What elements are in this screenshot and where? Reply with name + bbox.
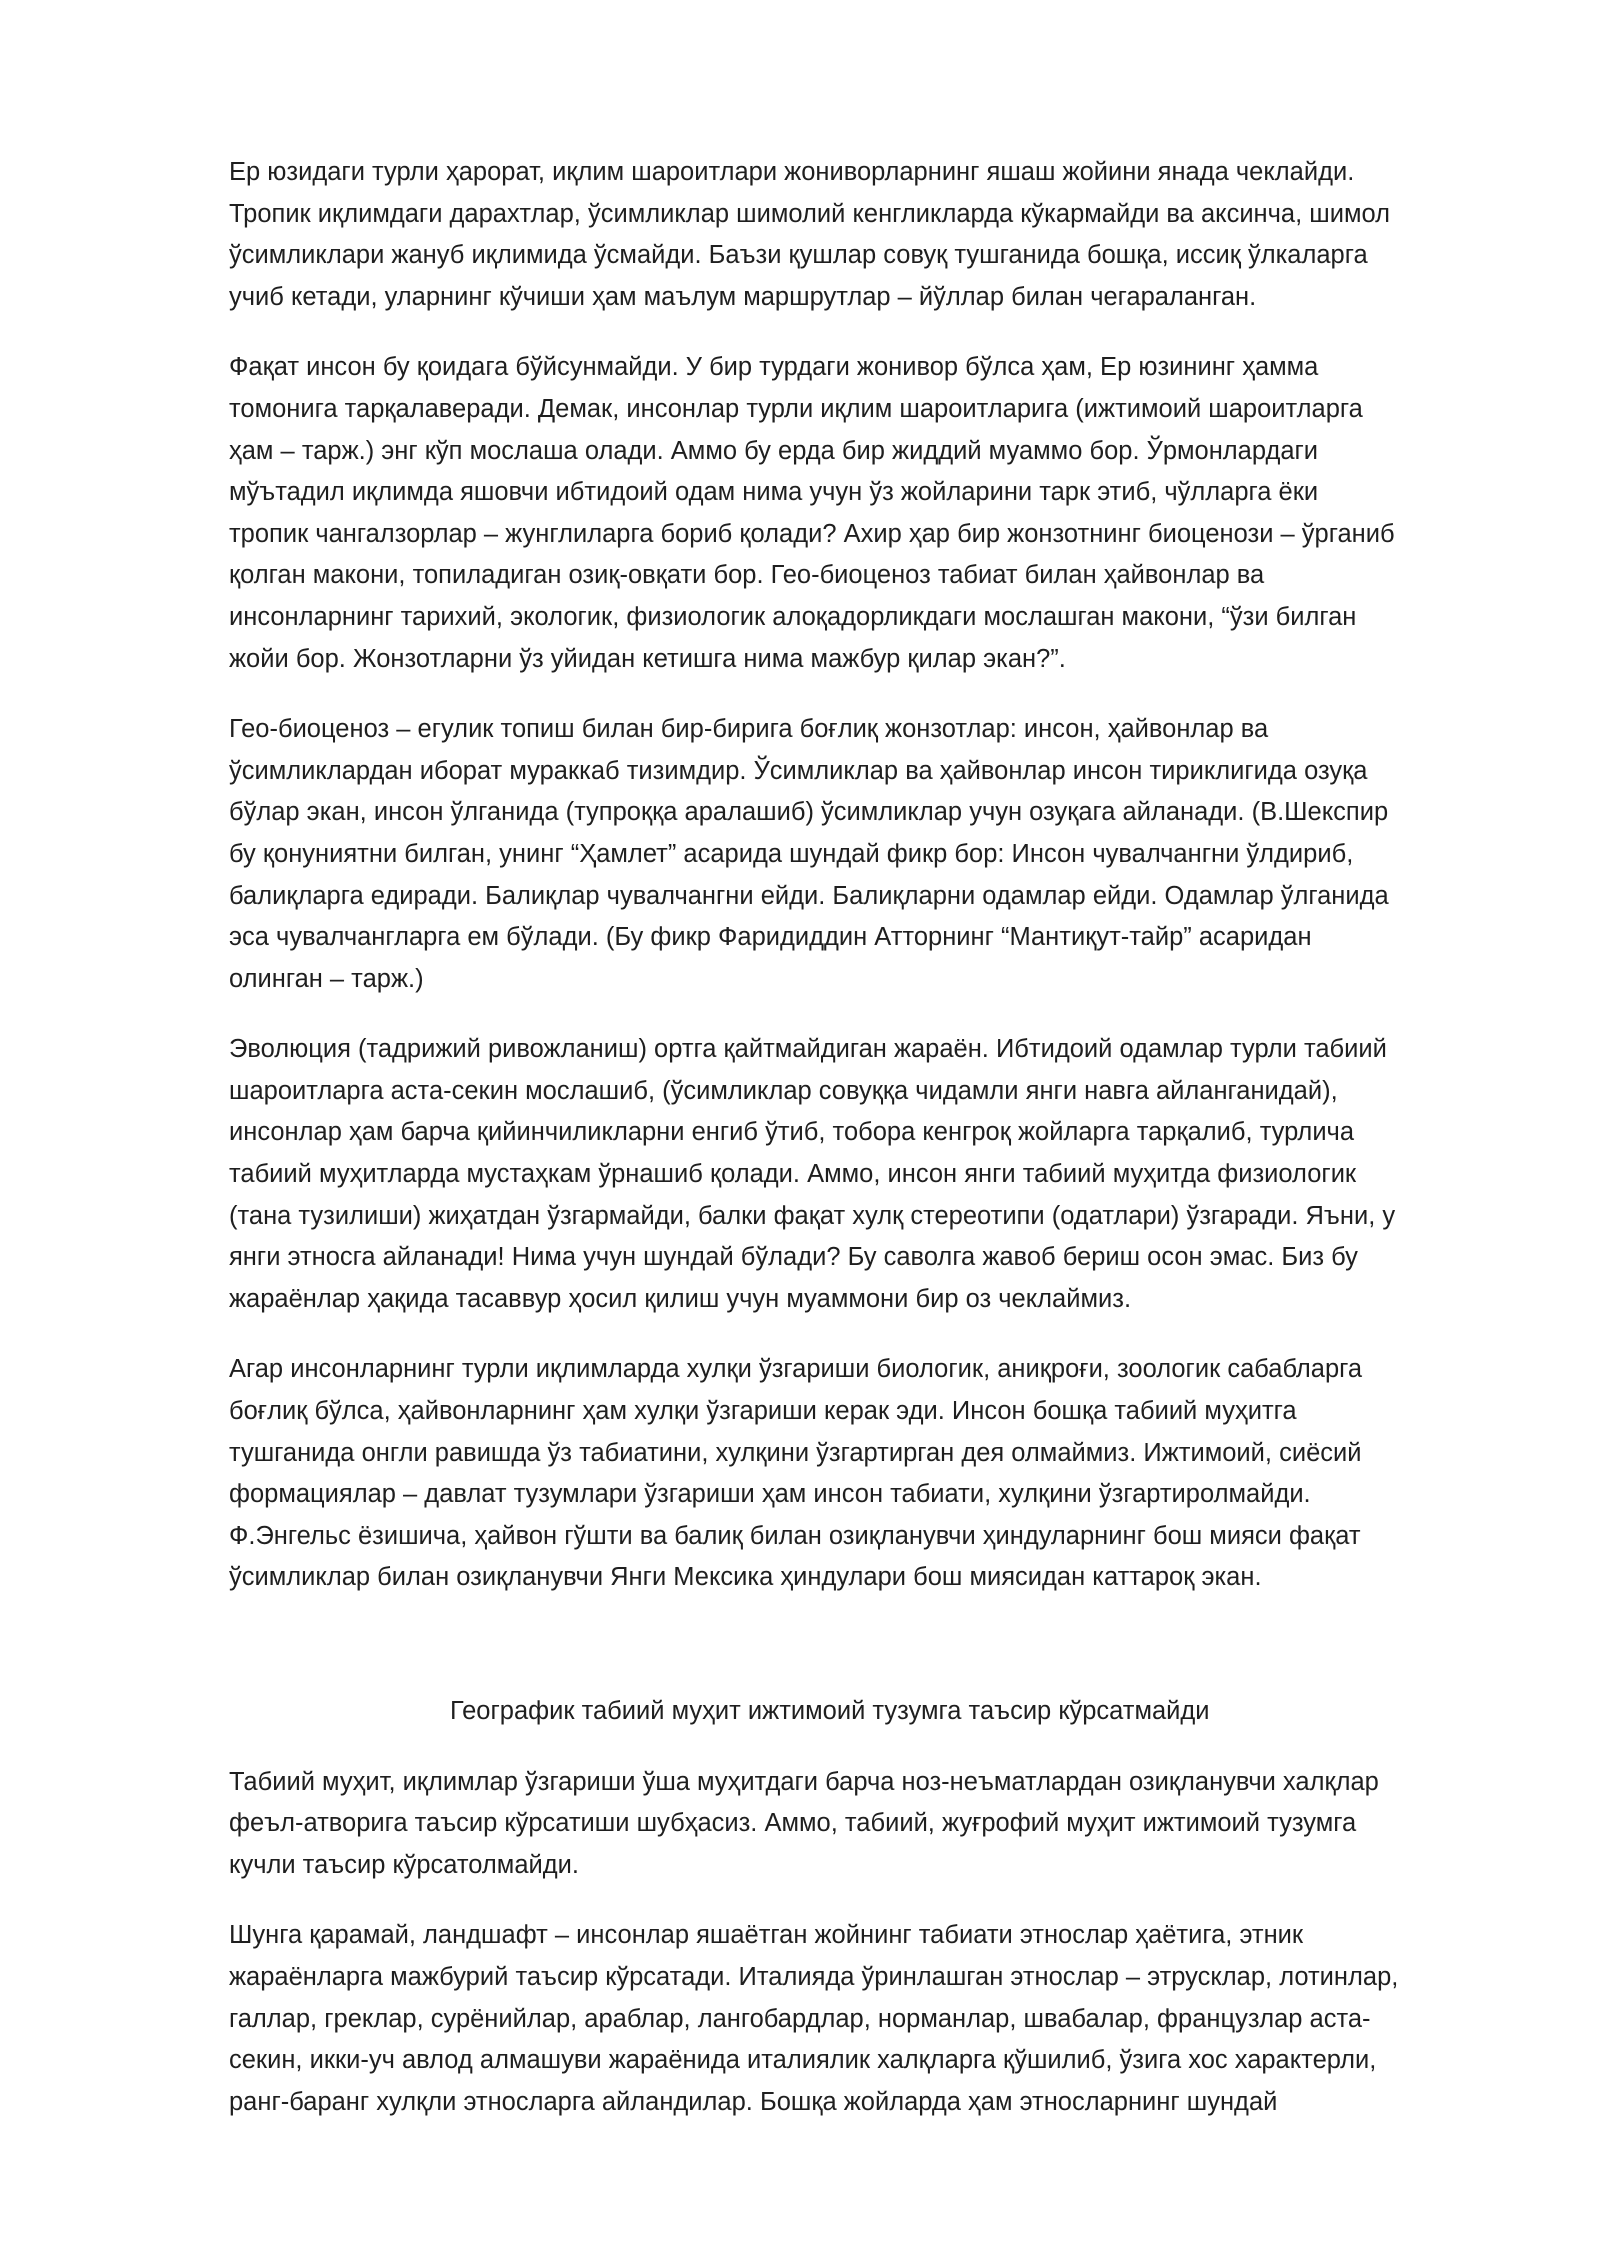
paragraph: Табиий муҳит, иқлимлар ўзгариши ўша муҳитдаги барча ноз-неъматлардан озиқланувчи халқлар феъл-атворига таъсир кўрсатиши шубҳасиз. Аммо, табиий, жуғрофий муҳит ижтимоий тузумга кучли таъсир кўрсатолмайди. bbox=[229, 1767, 1379, 1879]
paragraph: Фақат инсон бу қоидага бўйсунмайди. У бир турдаги жонивор бўлса ҳам, Ер юзининг ҳамма томонига тарқалаверади. Демак, инсонлар турли иқлим шароитларига (ижтимоий шароитларга ҳам – тарж.) энг кўп мослаша олади. Аммо бу ерда бир жиддий муаммо бор. Ўрмонлардаги мўътадил иқлимда яшовчи ибтидоий одам нима учун ўз жойларини тарк этиб, чўлларга ёки тропик чангалзорлар – жунглиларга бориб қолади? Ахир ҳар бир жонзотнинг биоценози – ўрганиб қолган макони, топиладиган озиқ-овқати бор. Гео-биоценоз табиат билан ҳайвонлар ва инсонларнинг тарихий, экологик, физиологик алоқадорликдаги мослашган макони, “ўзи билган жойи бор. Жонзотларни ўз уйидан кетишга нима мажбур қилар экан?”. bbox=[229, 353, 1395, 673]
paragraph: Шунга қарамай, ландшафт – инсонлар яшаётган жойнинг табиати этнослар ҳаётига, этник жараёнларга мажбурий таъсир кўрсатади. Италияда ўринлашган этнослар – этрусклар, лотинлар, галлар, греклар, сурёнийлар, араблар, лангобардлар, норманлар, швабалар, французлар аста- секин, икки-уч авлод алмашуви жараёнида италиялик халқларга қўшилиб, ўзига хос характерли, ранг-баранг хулқли этносларга айландилар. Бошқа жойларда ҳам этносларнинг шундай bbox=[229, 1921, 1399, 2116]
section-heading: Географик табиий муҳит ижтимоий тузумга таъсир кўрсатмайди bbox=[450, 1697, 1210, 1725]
paragraph: Агар инсонларнинг турли иқлимларда хулқи ўзгариши биологик, аниқроғи, зоологик сабабларга боғлиқ бўлса, ҳайвонларнинг ҳам хулқи ўзгариши керак эди. Инсон бошқа табиий муҳитга тушганида онгли равишда ўз табиатини, хулқини ўзгартирган дея олмаймиз. Ижтимоий, сиёсий формациялар – давлат тузумлари ўзгариши ҳам инсон табиати, хулқини ўзгартиролмайди. Ф.Энгельс ёзишича, ҳайвон гўшти ва балиқ билан озиқланувчи ҳиндуларнинг бош мияси фақат ўсимликлар билан озиқланувчи Янги Мексика ҳиндулари бош миясидан каттароқ экан. bbox=[229, 1355, 1363, 1592]
paragraph: Ер юзидаги турли ҳарорат, иқлим шароитлари жониворларнинг яшаш жойини янада чеклайди. Тропик иқлимдаги дарахтлар, ўсимликлар шимолий кенгликларда кўкармайди ва аксинча, шимол ўсимликлари жануб иқлимида ўсмайди. Баъзи қушлар совуқ тушганида бошқа, иссиқ ўлкаларга учиб кетади, уларнинг кўчиши ҳам маълум маршрутлар – йўллар билан чегараланган. bbox=[229, 158, 1391, 311]
paragraph: Гео-биоценоз – егулик топиш билан бир-бирига боғлиқ жонзотлар: инсон, ҳайвонлар ва ўсимликлардан иборат мураккаб тизимдир. Ўсимликлар ва ҳайвонлар инсон тириклигида озуқа бўлар экан, инсон ўлганида (тупроққа аралашиб) ўсимликлар учун озуқага айланади. (В.Шекспир бу қонуниятни билган, унинг “Ҳамлет” асарида шундай фикр бор: Инсон чувалчангни ўлдириб, балиқларга едиради. Балиқлар чувалчангни ейди. Балиқларни одамлар ейди. Одамлар ўлганида эса чувалчангларга ем бўлади. (Бу фикр Фаридиддин Атторнинг “Мантиқут-тайр” асаридан олинган – тарж.) bbox=[229, 715, 1389, 993]
document-body bbox=[229, 152, 1529, 2152]
paragraph: Эволюция (тадрижий ривожланиш) ортга қайтмайдиган жараён. Ибтидоий одамлар турли табиий шароитларга аста-секин мослашиб, (ўсимликлар совуққа чидамли янги навга айланганидай), инсонлар ҳам барча қийинчиликларни енгиб ўтиб, тобора кенгроқ жойларга тарқалиб, турлича табиий муҳитларда мустаҳкам ўрнашиб қолади. Аммо, инсон янги табиий муҳитда физиологик (тана тузилиши) жиҳатдан ўзгармайди, балки фақат хулқ стереотипи (одатлари) ўзгаради. Яъни, у янги этносга айланади! Нима учун шундай бўлади? Бу саволга жавоб бериш осон эмас. Биз бу жараёнлар ҳақида тасаввур ҳосил қилиш учун муаммони бир оз чеклаймиз. bbox=[229, 1035, 1396, 1313]
